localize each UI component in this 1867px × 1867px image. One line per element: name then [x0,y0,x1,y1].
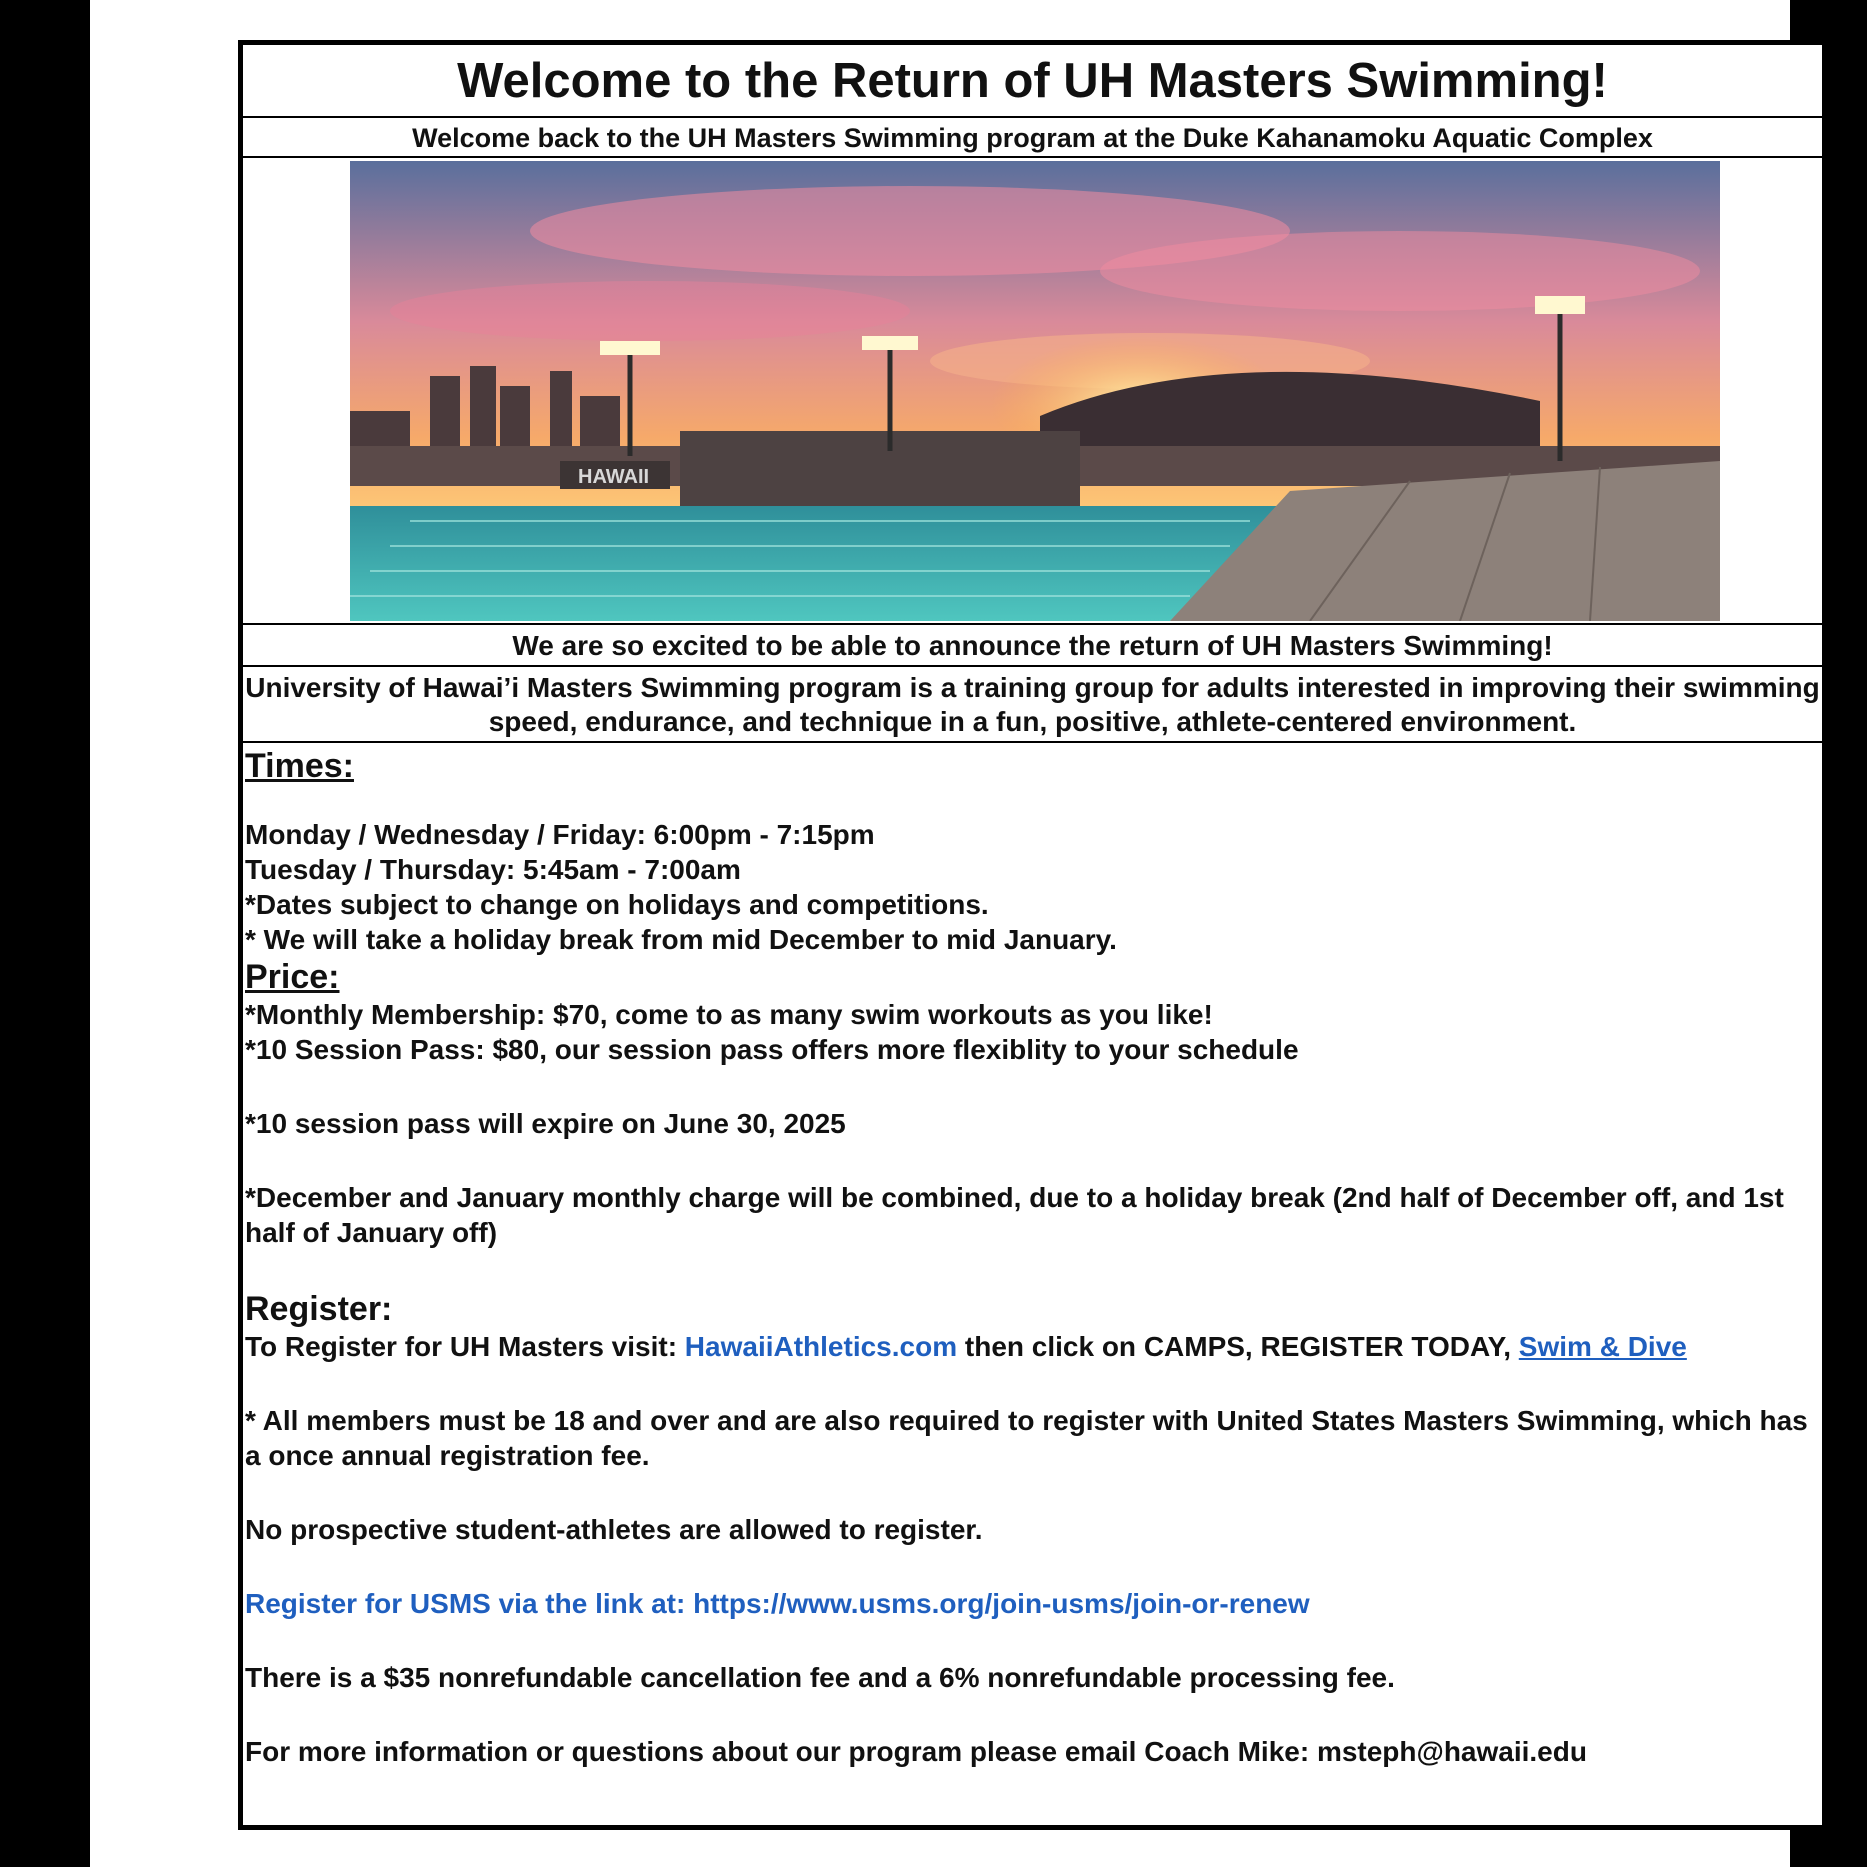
register-instructions: To Register for UH Masters visit: HawaiiAthletics.com then click on CAMPS, REGISTER TODAY, Swim & Dive [245,1331,1687,1362]
price-pass-expiration: *10 session pass will expire on June 30, 2025 [245,1108,846,1139]
aquatic-complex-photo [350,161,1720,621]
hawaii-sign: HAWAII [578,466,650,488]
times-note-holidays: *Dates subject to change on holidays and competitions. [245,889,989,920]
pool-water [350,506,1290,621]
times-heading: Times: [245,747,354,785]
register-heading: Register: [245,1290,393,1328]
cloud [390,281,910,341]
times-tt: Tuesday / Thursday: 5:45am - 7:00am [245,854,741,885]
flyer-frame [238,40,1827,1830]
prospective-note: No prospective student-athletes are allowed to register. [245,1514,983,1545]
hawaii-athletics-link[interactable]: HawaiiAthletics.com [684,1331,958,1362]
program-description: University of Hawai’i Masters Swimming program is a training group for adults interested in improving their swimming speed, endurance, and technique in a fun, positive, athlete-centered environment. [243,667,1822,743]
building [680,431,1080,506]
times-mwf: Monday / Wednesday / Friday: 6:00pm - 7:15pm [245,819,875,850]
fees-note: There is a $35 nonrefundable cancellation fee and a 6% nonrefundable processing fee. [245,1662,1395,1693]
times-note-break: * We will take a holiday break from mid December to mid January. [245,924,1117,955]
photo-row [243,158,1822,625]
page [90,0,1820,1867]
announcement: We are so excited to be able to announce the return of UH Masters Swimming! [243,625,1822,667]
price-combined-note: *December and January monthly charge will be combined, due to a holiday break (2nd half of December off, and 1st half of January off) [245,1182,1784,1248]
price-session-pass: *10 Session Pass: $80, our session pass offers more flexiblity to your schedule [245,1034,1299,1065]
sunset-pool-illustration [350,161,1720,621]
price-heading: Price: [245,958,340,996]
cloud [1100,231,1700,311]
page-title: Welcome to the Return of UH Masters Swimming! [243,45,1822,118]
price-monthly: *Monthly Membership: $70, come to as many swim workouts as you like! [245,999,1213,1030]
members-requirement: * All members must be 18 and over and are also required to register with United States Masters Swimming, which has a once annual registration fee. [245,1405,1808,1471]
subtitle: Welcome back to the UH Masters Swimming program at the Duke Kahanamoku Aquatic Complex [243,118,1822,158]
details [243,743,1822,1769]
contact-info: For more information or questions about our program please email Coach Mike: msteph@hawaii.edu [245,1736,1587,1767]
usms-link[interactable]: Register for USMS via the link at: https://www.usms.org/join-usms/join-or-renew [245,1588,1310,1619]
swim-dive-link[interactable]: Swim & Dive [1518,1331,1687,1362]
